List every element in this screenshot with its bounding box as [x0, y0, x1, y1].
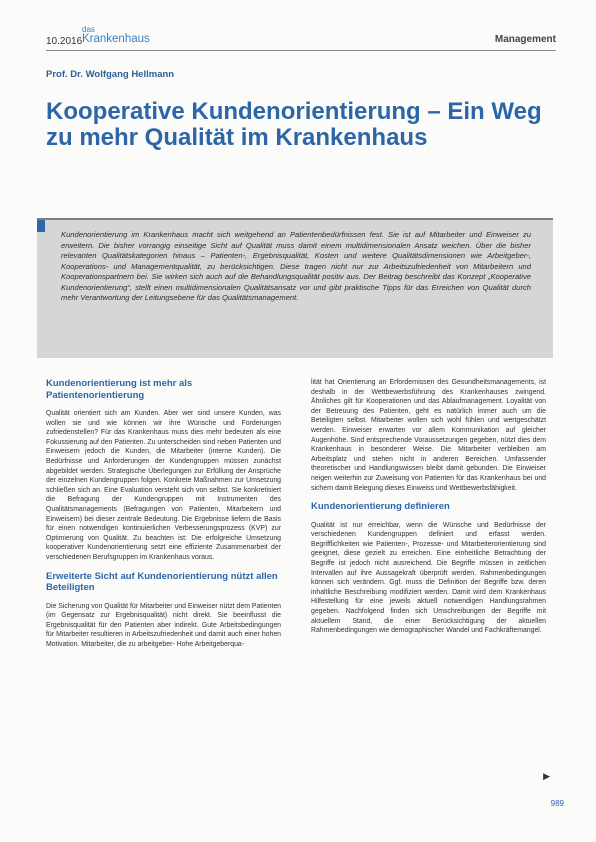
abstract-box: [37, 218, 553, 358]
paragraph: lität hat Orientierung an Erfordernissen des Gesundheitsmanagements, ist deshalb in der Wettbewerbsführung des Krankenhauses zwingend. Ähnliches gilt für Kooperationen und das Ablaufmanagement. Loyalität von der Betreuung des Patienten, geht es natürlich immer auch um die Beteiligten selbst. Mitarbeiter wollen sich wohl fühlen und wertgeschätzt werden. Einweiser erwarten vor allem Kommunikation auf gleicher Augenhöhe. Sind entsprechende Voraussetzungen gegeben, nützt dies dem Krankenhaus in besonderer Weise. Die Mitarbeiter verbleiben am Arbeitsplatz und stehen nicht in anderen Bereichen. Umfassender theoretischer und Handlungswissen bleibt damit gebunden. Die Einweiser neigen weiterhin zur Zuweisung von Patienten für das Krankenhaus bei und sichern damit Belegung dieses Einweiss und Wettbewerbsfähigkeit.: [311, 379, 546, 492]
article-title: Kooperative Kundenorientierung – Ein Weg zu mehr Qualität im Krankenhaus: [46, 98, 542, 151]
page-number: 989: [550, 799, 564, 808]
abstract-text: Kundenorientierung im Krankenhaus macht sich weitgehend an Patientenbedürfnissen fest. Sie ist auf Mitarbeiter und Einweiser zu erweitern. Die bisher vorrangig einseitige Sicht auf Qualität muss damit einem multidimensionalen Ansatz weichen. Über die bisher relevanten Qualitätskategorien hinaus – Patienten-, Ergebnisqualität, Kosten und weitere Qualitätsdimensionen wie Arbeitgeber-, Kooperations- und Managementqualität, zu berücksichtigen. Diese tragen nicht nur zur Arbeitszufriedenheit von Mitarbeitern und Kooperationspartnern bei. Sie wirken sich auch auf die Behandlungsqualität positiv aus. Der Beitrag beschreibt das Konzept „Kooperative Kundenorientierung“, stellt einen multidimensionalen Qualitätsansatz vor und gibt praktische Tipps für das Erreichen von Qualität durch mehr Verantwortung der Leitungsebene für das Qualitätsmanagement.: [61, 230, 531, 302]
issue-date: 10.2016: [46, 36, 83, 47]
section-heading: Kundenorientierung definieren: [311, 501, 450, 513]
abstract-marker: [37, 220, 45, 232]
page-header: [0, 0, 596, 56]
section-heading: Erweiterte Sicht auf Kundenorientierung nützt allen Beteiligten: [46, 570, 278, 593]
journal-logo-prefix: das: [82, 25, 95, 34]
right-column: [311, 378, 546, 644]
header-rule: [46, 50, 556, 51]
author-name: Prof. Dr. Wolfgang Hellmann: [46, 69, 175, 80]
paragraph: Qualität orientiert sich am Kunden. Aber wer sind unsere Kunden, was wollen sie und wie können wir ihre Wünsche und Forderungen zufriedenstellen? Für das Krankenhaus muss dies mehr bedeuten als eine Fokussierung auf den Patienten. Zu unterscheiden sind neben Patienten und Einweisern jedoch die Kunden, die Mitarbeiter (interne Kunden). Die Bedürfnisse und Anforderungen der Kundengruppen müssen zunächst abgebildet werden. Strategische Überlegungen zur Erfüllung der Ansprüche der einzelnen Kundengruppen folgen. Konkrete Maßnahmen zur Umsetzung schließen sich an. Eine Evaluation versteht sich von selbst. Sie konkretisiert die Befragung der Kundengruppen mit Instrumenten des Qualitätsmanagements (Befragungen von Patienten, Mitarbeitern und Einweisern) bei dieser zentrale Bedeutung. Die Ergebnisse liefern die Basis für einen notwendigen kontinuierlichen Verbesserungsprozess (KVP) zur Optimierung von Qualität. Zu beachten ist: Die erfolgreiche Umsetzung kooperativer Kundenorientierung setzt eine effiziente Zusammenarbeit der verschiedenen Berufsgruppen im Krankenhaus voraus.: [46, 410, 281, 561]
left-column: [46, 378, 281, 657]
journal-logo: Krankenhaus: [82, 33, 150, 45]
section-label: Management: [494, 34, 556, 45]
continue-arrow-icon: ▶: [543, 771, 550, 781]
section-heading: Kundenorientierung ist mehr als Patientenorientierung: [46, 378, 193, 401]
paragraph: Qualität ist nur erreichbar, wenn die Wünsche und Bedürfnisse der verschiedenen Kundengruppen definiert und erfasst werden. Begrifflichkeiten wie Patienten-, Prozesse- und Mitarbeiterorientierung sind geeignet, diese gezielt zu erreichen. Eine einheitliche Betrachtung der Begriffe ist jedoch nicht ausreichend. Die Begriffe müssen in zeitlichen Intervallen auf ihre Aussagekraft überprüft werden. Rahmenbedingungen können sich verändern. Ggf. muss die Definition der Begriffe bzw. deren inhaltliche Beschreibung modifiziert werden. Damit wird dem Krankenhaus Hilfestellung für eine jeweils aktuell notwendigen Handlungsrahmen gegeben. Nachfolgend finden sich Umschreibungen der Begriffe mit aktuellem Stand, die einer Berücksichtigung der aktuellen Rahmenbedingungen wie demographischer Wandel und Fachkräftemangel.: [311, 521, 546, 635]
paragraph: Die Sicherung von Qualität für Mitarbeiter und Einweiser nützt dem Patienten (im Gegensatz zur Ergebnisqualität) nicht direkt. Sie beeinflusst die Ergebnisqualität für den Patienten aber indirekt. Gute Arbeitsbedingungen für Mitarbeiter resultieren in Arbeitszufriedenheit und damit auch einer hohen Motivation. Mitarbeiter, die zu arbeitgeber- Hohe Arbeitgeberqua-: [46, 602, 281, 648]
